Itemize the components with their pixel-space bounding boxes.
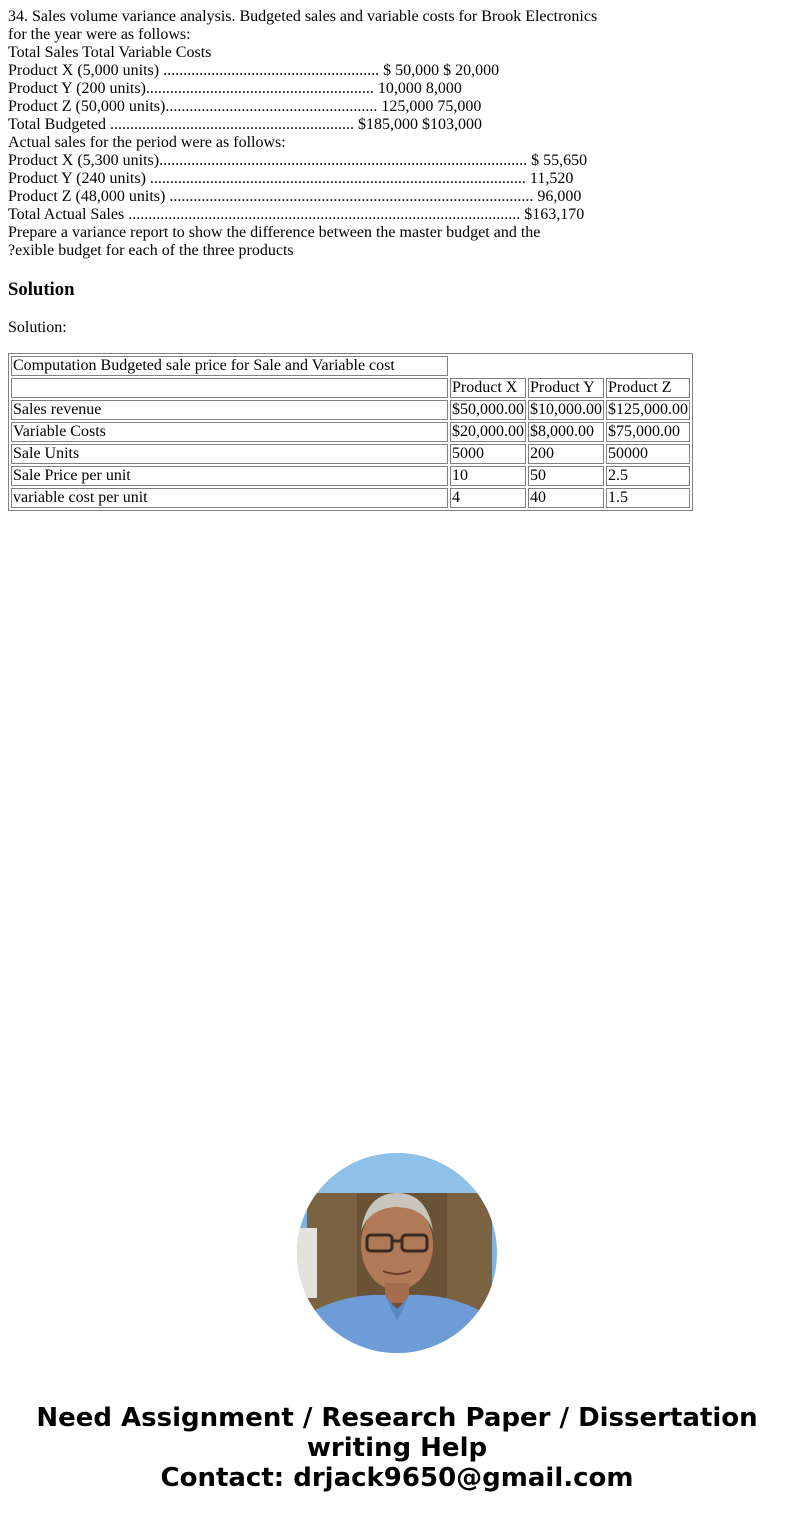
table-cell: 10: [450, 466, 526, 486]
table-header-row: [11, 378, 690, 398]
table-row: [11, 400, 690, 420]
question-line: Product Z (50,000 units)..................................................... 125,000 75,000: [8, 98, 482, 115]
computation-table: [8, 353, 693, 511]
promo-contact: Contact: drjack9650@gmail.com: [160, 1463, 634, 1493]
table-cell: Variable Costs: [11, 422, 448, 442]
table-row: [11, 422, 690, 442]
table-cell: Sale Units: [11, 444, 448, 464]
question-line: Total Budgeted ............................................................. $185,000 $103,000: [8, 116, 482, 133]
question-line: for the year were as follows:: [8, 26, 191, 43]
table-cell: 1.5: [606, 488, 690, 508]
table-cell: 200: [528, 444, 604, 464]
table-blank-cell: [528, 356, 604, 376]
question-line: Actual sales for the period were as follows:: [8, 134, 286, 151]
table-cell: 4: [450, 488, 526, 508]
table-cell: variable cost per unit: [11, 488, 448, 508]
table-cell: 50: [528, 466, 604, 486]
table-row: [11, 444, 690, 464]
table-cell: 5000: [450, 444, 526, 464]
table-cell: 2.5: [606, 466, 690, 486]
table-header-cell: Product Z: [606, 378, 690, 398]
document-body: [8, 8, 784, 511]
avatar-image: [297, 1153, 497, 1353]
table-header-cell: Product X: [450, 378, 526, 398]
table-header-cell: Product Y: [528, 378, 604, 398]
table-title-row: [11, 356, 690, 376]
question-line: Product X (5,300 units)............................................................................................ $ 55,650: [8, 152, 588, 169]
question-line: Product X (5,000 units) ...................................................... $ 50,000 $ 20,000: [8, 62, 500, 79]
table-title: Computation Budgeted sale price for Sale and Variable cost: [11, 356, 448, 376]
table-header-cell: [11, 378, 448, 398]
question-line: 34. Sales volume variance analysis. Budgeted sales and variable costs for Brook Electronics: [8, 8, 598, 25]
question-line: Prepare a variance report to show the difference between the master budget and the: [8, 224, 541, 241]
table-cell: $50,000.00: [452, 401, 524, 418]
table-cell: $10,000.00: [530, 401, 602, 418]
table-cell: $20,000.00: [452, 423, 524, 440]
table-cell: 40: [528, 488, 604, 508]
table-blank-cell: [606, 356, 690, 376]
table-row: [11, 488, 690, 508]
promo-banner: [0, 1403, 794, 1493]
table-cell: 50000: [606, 444, 690, 464]
table-cell: Sales revenue: [11, 400, 448, 420]
question-line: Total Actual Sales .................................................................................................. $163,170: [8, 206, 585, 223]
question-text: [8, 8, 784, 260]
table-row: [11, 466, 690, 486]
table-cell: $125,000.00: [608, 401, 688, 418]
promo-line: writing Help: [306, 1433, 488, 1463]
table-cell: $8,000.00: [528, 422, 604, 442]
solution-heading: Solution: [8, 279, 75, 300]
question-line: Product Z (48,000 units) ........................................................................................... 96,000: [8, 188, 582, 205]
table-cell: $75,000.00: [606, 422, 690, 442]
question-line: ?exible budget for each of the three products: [8, 242, 294, 259]
question-line: Total Sales Total Variable Costs: [8, 44, 212, 61]
promo-line: Need Assignment / Research Paper / Dissertation: [36, 1403, 758, 1433]
question-line: Product Y (200 units)......................................................... 10,000 8,000: [8, 80, 462, 97]
table-blank-cell: [450, 356, 526, 376]
solution-intro: Solution:: [8, 319, 67, 336]
tutor-avatar: [297, 1153, 497, 1353]
question-line: Product Y (240 units) .............................................................................................. 11,520: [8, 170, 574, 187]
table-cell: Sale Price per unit: [11, 466, 448, 486]
